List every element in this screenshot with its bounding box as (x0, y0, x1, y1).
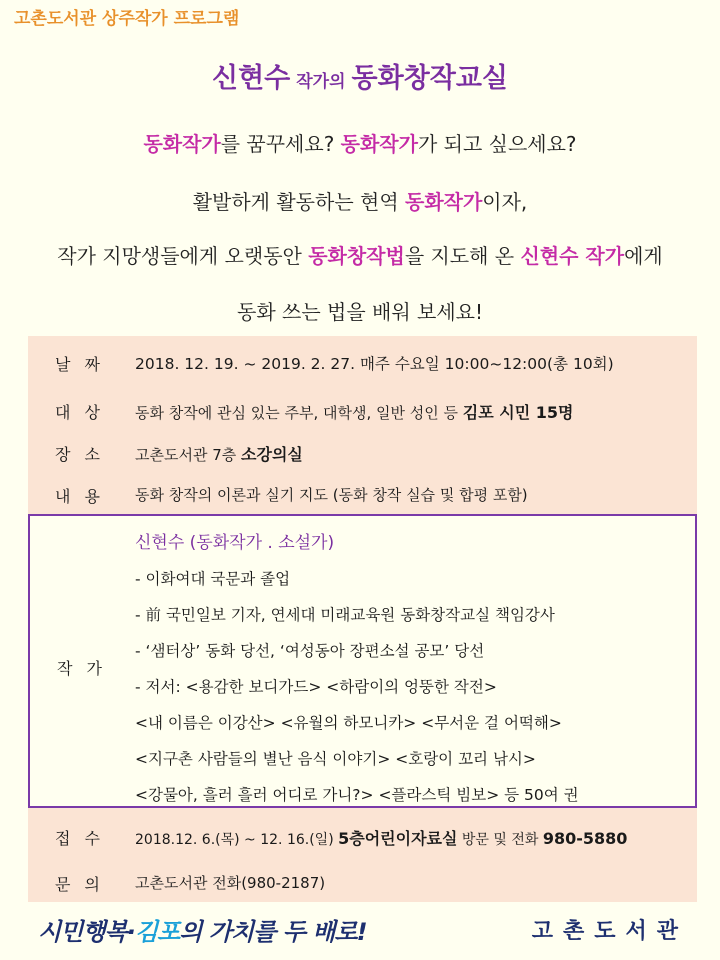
apply-text: 방문 및 전화 (457, 832, 543, 848)
author-bio-line: - 저서: <용감한 보디가드> <하람이의 엉뚱한 작전> (135, 678, 497, 696)
intro-text: 활발하게 활동하는 현역 (192, 190, 405, 214)
target-strong: 김포 시민 15명 (462, 403, 574, 422)
highlight: 동화작가 (405, 190, 483, 214)
author-box (28, 514, 697, 808)
apply-text: 2018.12. 6.(목) ~ 12. 16.(일) (135, 832, 339, 848)
author-bio-line: <내 이름은 이강산> <유월의 하모니카> <무서운 걸 어떡해> (135, 714, 562, 732)
page-title (0, 56, 720, 95)
slogan-part: 김포 (134, 918, 180, 946)
inquiry-label: 문의 (55, 875, 114, 894)
author-bio-line: - ‘샘터상’ 동화 당선, ‘여성동아 장편소설 공모’ 당선 (135, 642, 485, 660)
author-label: 작가 (57, 659, 116, 678)
target-label: 대상 (55, 403, 114, 422)
author-bio-line: - 前 국민일보 기자, 연세대 미래교육원 동화창작교실 책임강사 (135, 606, 555, 624)
library-name: 고촌도서관 (531, 919, 688, 944)
place-value (135, 442, 303, 465)
inquiry-value: 고촌도서관 전화(980-2187) (135, 874, 326, 892)
target-value (135, 400, 573, 423)
intro-text: 이자, (482, 190, 528, 214)
author-bio-line: <강물아, 흘러 흘러 어디로 가니?> <플라스틱 빔보> 등 50여 권 (135, 786, 579, 804)
author-name-title: 신현수 (211, 63, 291, 94)
intro-line-3 (0, 240, 720, 269)
content-label: 내용 (55, 487, 114, 506)
target-text: 동화 창작에 관심 있는 주부, 대학생, 일반 성인 등 (135, 404, 463, 422)
intro-text: 작가 지망생들에게 오랫동안 (57, 244, 309, 268)
program-header: 고촌도서관 상주작가 프로그램 (14, 9, 240, 29)
course-title: 동화창작교실 (351, 63, 509, 94)
author-bio-line: <지구촌 사람들의 별난 음식 이야기> <호랑이 꼬리 낚시> (135, 750, 536, 768)
author-name: 신현수 (동화작가 . 소설가) (135, 533, 335, 553)
date-value: 2018. 12. 19. ~ 2019. 2. 27. 매주 수요일 10:00~12:00(총 10회) (135, 355, 614, 373)
apply-phone: 980-5880 (542, 829, 628, 848)
highlight: 동화작가 (143, 132, 221, 156)
intro-text: 가 되고 싶으세요? (417, 132, 577, 156)
apply-value (135, 826, 627, 849)
place-strong: 소강의실 (241, 445, 303, 464)
place-label: 장소 (55, 445, 114, 464)
apply-place: 5층어린이자료실 (338, 829, 458, 848)
intro-text: 을 지도해 온 (404, 244, 521, 268)
intro-text: 에게 (624, 244, 663, 268)
highlight: 동화창작법 (308, 244, 405, 268)
title-connector: 작가의 (296, 72, 346, 92)
intro-text: 를 꿈꾸세요? (220, 132, 341, 156)
date-label: 날짜 (55, 355, 114, 374)
slogan-logo (38, 912, 367, 947)
content-value: 동화 창작의 이론과 실기 지도 (동화 창작 실습 및 합평 포함) (135, 486, 528, 504)
highlight: 신현수 작가 (520, 244, 625, 268)
intro-line-4: 동화 쓰는 법을 배워 보세요! (237, 300, 483, 324)
slogan-part: 의 가치를 두 배로! (179, 918, 367, 946)
author-bio-line: - 이화여대 국문과 졸업 (135, 570, 291, 588)
intro-line-2 (0, 186, 720, 215)
apply-label: 접수 (55, 829, 114, 848)
highlight: 동화작가 (340, 132, 418, 156)
intro-line-1 (0, 128, 720, 157)
place-text: 고촌도서관 7층 (135, 446, 242, 464)
slogan-part: 시민행복· (38, 918, 135, 946)
